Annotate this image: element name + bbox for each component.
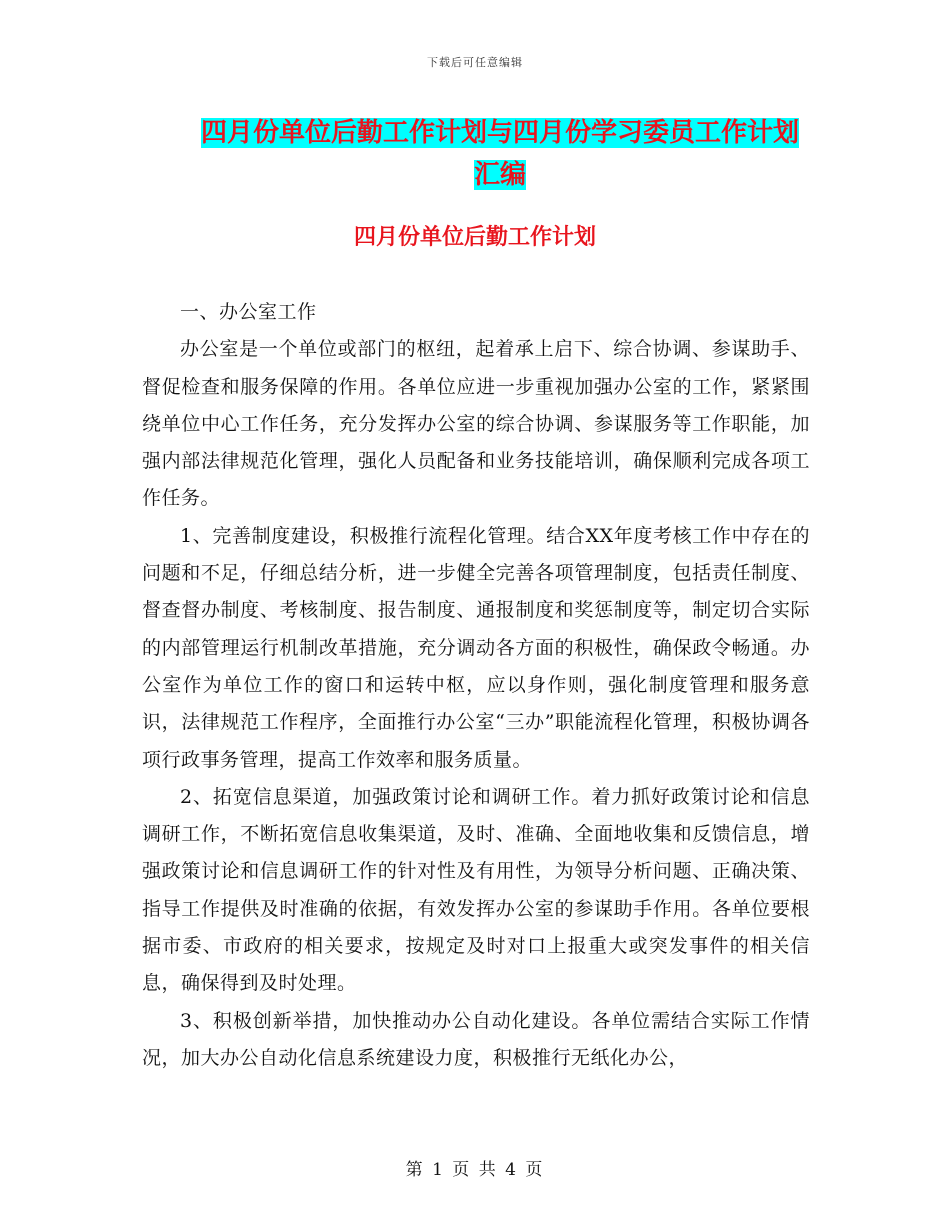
document-title — [190, 112, 810, 196]
body-paragraph: 1、完善制度建设，积极推行流程化管理。结合XX年度考核工作中存在的问题和不足，仔细总结分析，进一步健全完善各项管理制度，包括责任制度、督查督办制度、考核制度、报告制度、通报制度和奖惩制度等，制定切合实际的内部管理运行机制改革措施，充分调动各方面的积极性，确保政令畅通。办公室作为单位工作的窗口和运转中枢，应以身作则，强化制度管理和服务意识，法律规范工作程序，全面推行办公室“三办”职能流程化管理，积极协调各项行政事务管理，提高工作效率和服务质量。 — [142, 524, 810, 771]
section-title: 四月份单位后勤工作计划 — [353, 225, 596, 250]
document-title-line1: 四月份单位后勤工作计划与四月份学习委员工作计划 — [200, 118, 799, 148]
body-paragraph: 办公室是一个单位或部门的枢纽，起着承上启下、综合协调、参谋助手、督促检查和服务保障的作用。各单位应进一步重视加强办公室的工作，紧紧围绕单位中心工作任务，充分发挥办公室的综合协调、参谋服务等工作职能，加强内部法律规范化管理，强化人员配备和业务技能培训，确保顺利完成各项工作任务。 — [142, 338, 810, 510]
document-title-line2: 汇编 — [473, 160, 526, 190]
body-heading-office-work: 一、办公室工作 — [180, 301, 317, 323]
body-paragraph: 3、积极创新举措，加快推动办公自动化建设。各单位需结合实际工作情况，加大办公自动化信息系统建设力度，积极推行无纸化办公， — [142, 1009, 810, 1069]
page-footer: 第 1 页 共 4 页 — [405, 1160, 545, 1180]
body-paragraph: 2、拓宽信息渠道，加强政策讨论和调研工作。着力抓好政策讨论和信息调研工作，不断拓宽信息收集渠道，及时、准确、全面地收集和反馈信息，增强政策讨论和信息调研工作的针对性及有用性，为领导分析问题、正确决策、指导工作提供及时准确的依据，有效发挥办公室的参谋助手作用。各单位要根据市委、市政府的相关要求，按规定及时对口上报重大或突发事件的相关信息，确保得到及时处理。 — [142, 785, 810, 995]
document-body — [142, 294, 810, 1077]
page-header-note: 下载后可任意编辑 — [427, 56, 523, 69]
